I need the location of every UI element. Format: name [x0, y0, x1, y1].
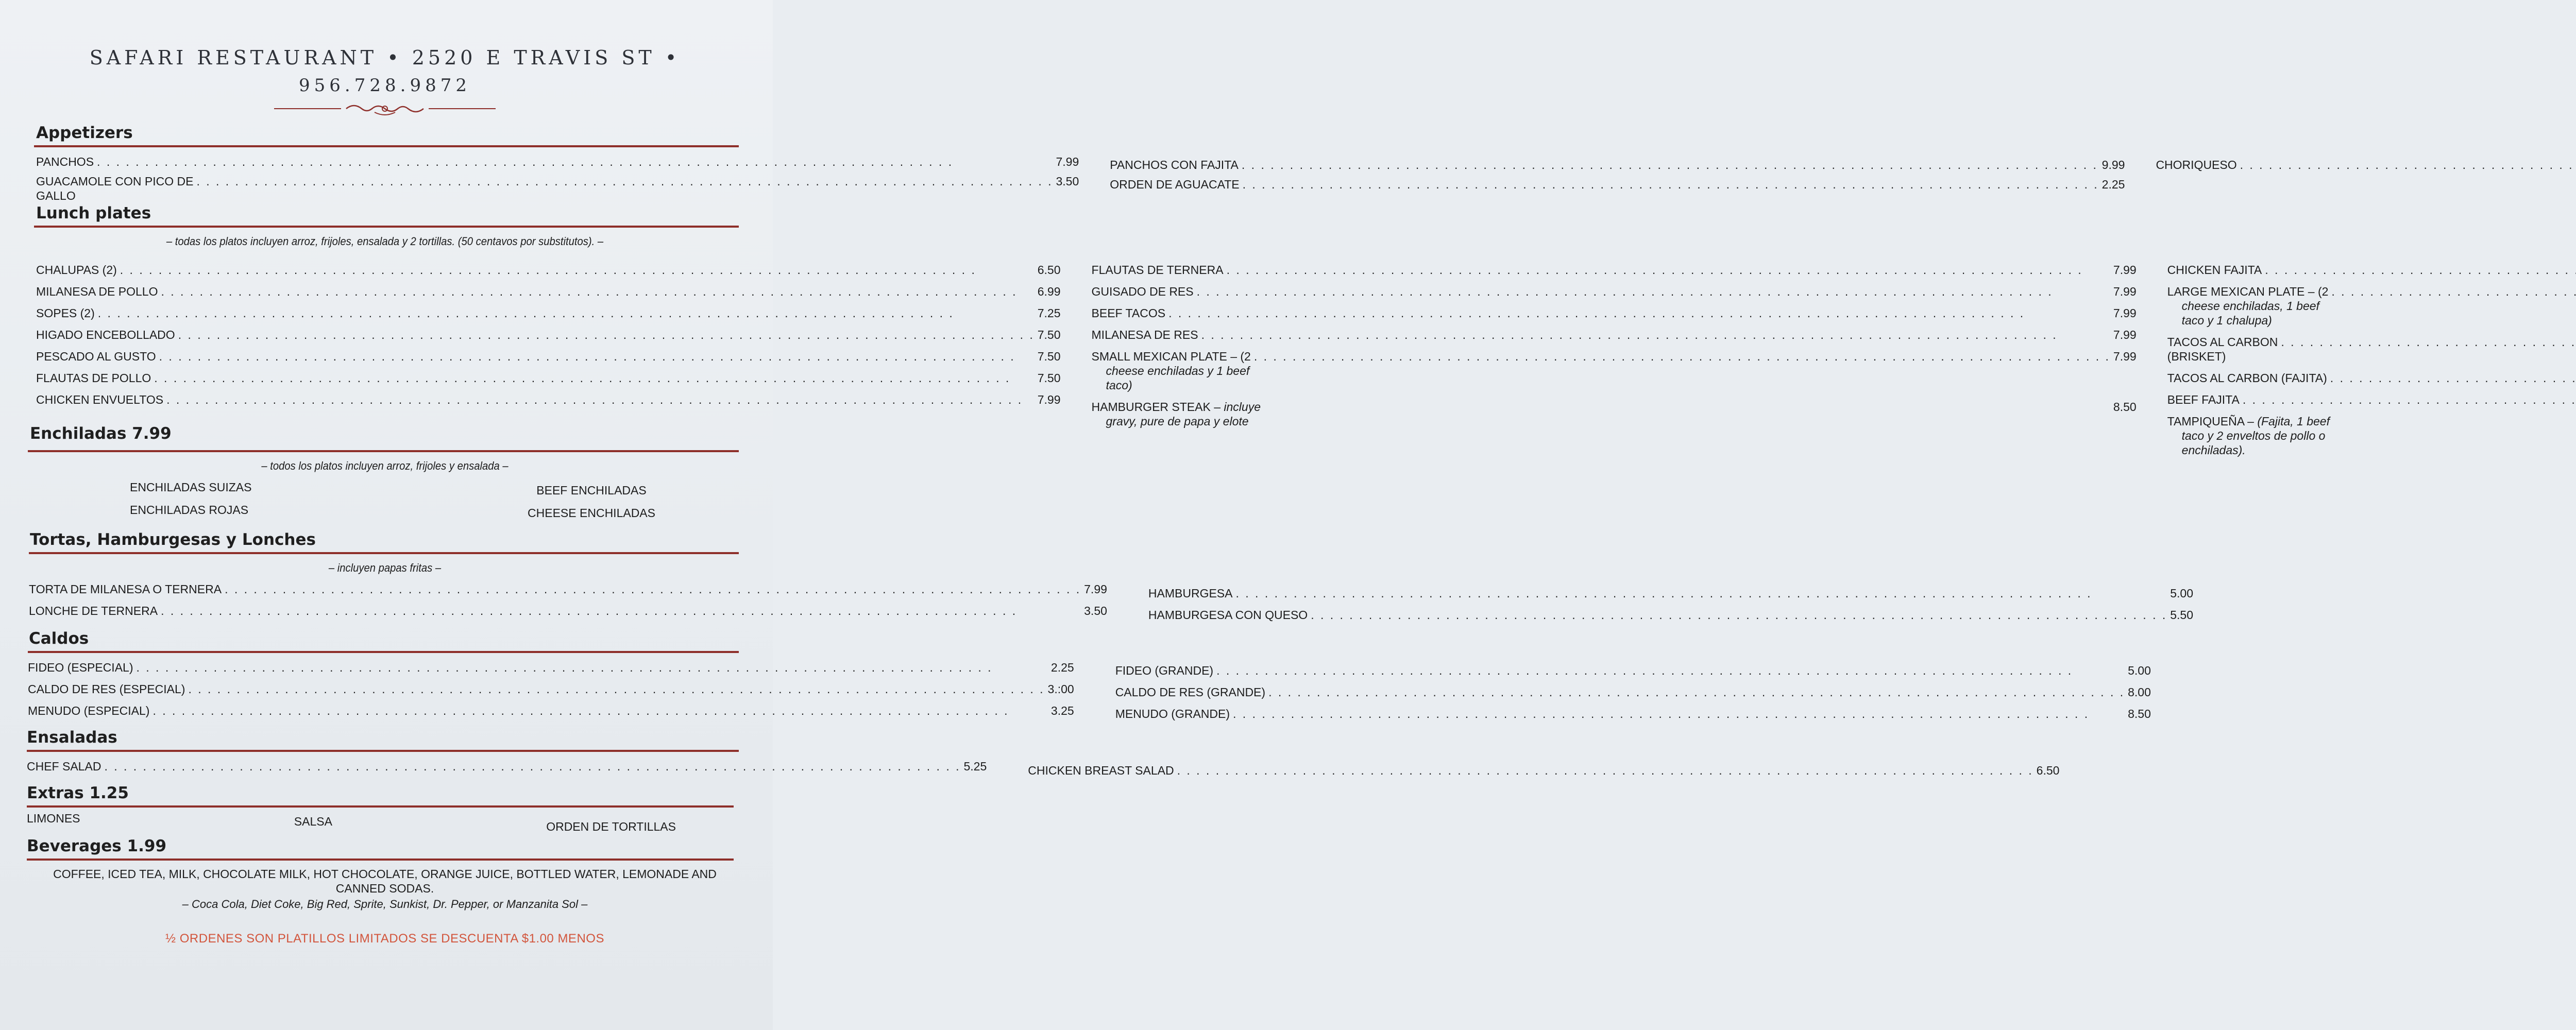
- section-caldos: [27, 629, 2151, 721]
- menu-item: TACOS AL CARBON (FAJITA) . . .: [2167, 371, 2576, 385]
- menu-item: FLAUTAS DE POLLO . . . 7.50: [36, 371, 1061, 385]
- menu-item: PANCHOS CON FAJITA . . . 9.99: [1110, 158, 2125, 172]
- section-title-enchiladas: Enchiladas 7.99: [30, 424, 172, 443]
- section-title-tortas: Tortas, Hamburgesas y Lonches: [30, 530, 316, 549]
- menu-item: CHORIQUESO . . .: [2156, 158, 2576, 172]
- section-title-lunch: Lunch plates: [36, 204, 151, 222]
- menu-item: PANCHOS . . . 7.99: [36, 154, 1079, 169]
- section-beverages: [27, 837, 743, 911]
- menu-item: MILANESA DE POLLO . . . 6.99: [36, 284, 1061, 299]
- menu-item: CHICKEN BREAST SALAD . . . 6.50: [1028, 759, 2059, 778]
- list-item: ENCHILADAS SUIZAS: [130, 480, 252, 494]
- menu-item-large-mexican-plate: LARGE MEXICAN PLATE – (2 . . . cheese enchiladas, 1 beef taco y 1 chalupa): [2167, 284, 2576, 328]
- menu-item: MENUDO (ESPECIAL) . . . 3.25: [28, 703, 1074, 718]
- menu-item-small-mexican-plate: SMALL MEXICAN PLATE – (2 . . . 7.99 cheese enchiladas y 1 beef taco): [1092, 349, 2137, 392]
- menu-item: CALDO DE RES (ESPECIAL) . . . 3.:00: [28, 682, 1074, 696]
- list-item: SALSA: [294, 815, 332, 828]
- section-tortas: [27, 530, 2194, 622]
- tortas-note: – incluyen papas fritas –: [328, 561, 442, 574]
- menu-item: LONCHE DE TERNERA . . . 3.50: [29, 604, 1107, 618]
- menu-item: BEEF TACOS . . . 7.99: [1092, 306, 2137, 320]
- soda-list: – Coca Cola, Diet Coke, Big Red, Sprite, Sunkist, Dr. Pepper, or Manzanita Sol –: [182, 898, 588, 911]
- menu-item: MENUDO (GRANDE) . . . 8.50: [1115, 707, 2151, 721]
- menu-item: TORTA DE MILANESA O TERNERA . . . 7.99: [29, 582, 1107, 596]
- section-enchiladas: [27, 424, 542, 443]
- list-item: CHEESE ENCHILADAS: [528, 506, 655, 520]
- beverage-list: COFFEE, ICED TEA, MILK, CHOCOLATE MILK, HOT CHOCOLATE, ORANGE JUICE, BOTTLED WATER, LEMONADE AND CANNED SODAS.: [53, 867, 717, 895]
- menu-item: FLAUTAS DE TERNERA . . . 7.99: [1092, 263, 2137, 277]
- menu-item: ORDEN DE AGUACATE . . . 2.25: [1110, 177, 2125, 192]
- section-title-extras: Extras 1.25: [27, 784, 129, 802]
- menu-item: FIDEO (ESPECIAL) . . . 2.25: [28, 660, 1074, 675]
- menu-item: PESCADO AL GUSTO . . . 7.50: [36, 349, 1061, 364]
- section-appetizers: [27, 124, 2237, 203]
- section-extras: [27, 784, 743, 834]
- menu-item: BEEF FAJITA . . .: [2167, 392, 2576, 407]
- menu-item: CALDO DE RES (GRANDE) . . . 8.00: [1115, 685, 2151, 699]
- menu-item: CHALUPAS (2) . . . 6.50: [36, 263, 1061, 277]
- menu-header: [27, 46, 743, 116]
- menu-item: GUACAMOLE CON PICO DE . . . 3.50 GALLO: [36, 174, 1079, 203]
- menu-item: HAMBURGESA . . . 5.00: [1148, 586, 2193, 600]
- menu-item: GUISADO DE RES . . . 7.99: [1092, 284, 2137, 299]
- menu-item-hamburger-steak: HAMBURGER STEAK – incluye 8.50 gravy, pure de papa y elote: [1091, 400, 2137, 428]
- section-ensaladas: [27, 728, 2060, 778]
- restaurant-phone: 956.728.9872: [299, 75, 471, 96]
- menu-item: CHEF SALAD . . . 5.25: [27, 759, 987, 778]
- list-item: ENCHILADAS ROJAS: [130, 503, 249, 517]
- list-item: BEEF ENCHILADAS: [536, 484, 647, 497]
- section-lunch-plates: [27, 204, 2330, 457]
- menu-item: HIGADO ENCEBOLLADO . . . 7.50: [36, 328, 1061, 342]
- section-rule: [29, 552, 739, 554]
- menu-item-tampiquena: TAMPIQUEÑA – (Fajita, 1 beef taco y 2 enveltos de pollo o enchiladas).: [2167, 415, 2330, 457]
- lunch-note: – todas los platos incluyen arroz, frijoles, ensalada y 2 tortillas. (50 centavos por substitutos). –: [166, 235, 604, 248]
- section-title-caldos: Caldos: [29, 629, 89, 648]
- menu-item: MILANESA DE RES . . . 7.99: [1092, 328, 2137, 342]
- section-rule: [34, 226, 739, 228]
- menu-item: FIDEO (GRANDE) . . . 5.00: [1115, 663, 2151, 678]
- menu-item: CHICKEN ENVUELTOS . . . 7.99: [36, 392, 1061, 407]
- enchiladas-list: [27, 473, 743, 520]
- list-item: LIMONES: [27, 812, 80, 825]
- menu-item: CHICKEN FAJITA . . .: [2167, 263, 2576, 277]
- ornament-divider-icon: [274, 101, 496, 116]
- section-title-appetizers: Appetizers: [36, 124, 133, 142]
- restaurant-name-address: SAFARI RESTAURANT • 2520 E TRAVIS ST •: [89, 46, 681, 69]
- menu-item: SOPES (2) . . . 7.25: [36, 306, 1061, 320]
- list-item: ORDEN DE TORTILLAS: [546, 820, 676, 833]
- menu-item-tacos-brisket: TACOS AL CARBON . . . (BRISKET): [2167, 335, 2576, 364]
- section-title-ensaladas: Ensaladas: [27, 728, 117, 747]
- half-order-note: ½ ORDENES SON PLATILLOS LIMITADOS SE DESCUENTA $1.00 MENOS: [165, 932, 604, 946]
- menu-item: HAMBURGESA CON QUESO . . . 5.50: [1148, 608, 2193, 622]
- enchiladas-note: – todos los platos incluyen arroz, frijoles y ensalada –: [261, 459, 509, 472]
- section-title-beverages: Beverages 1.99: [27, 837, 167, 855]
